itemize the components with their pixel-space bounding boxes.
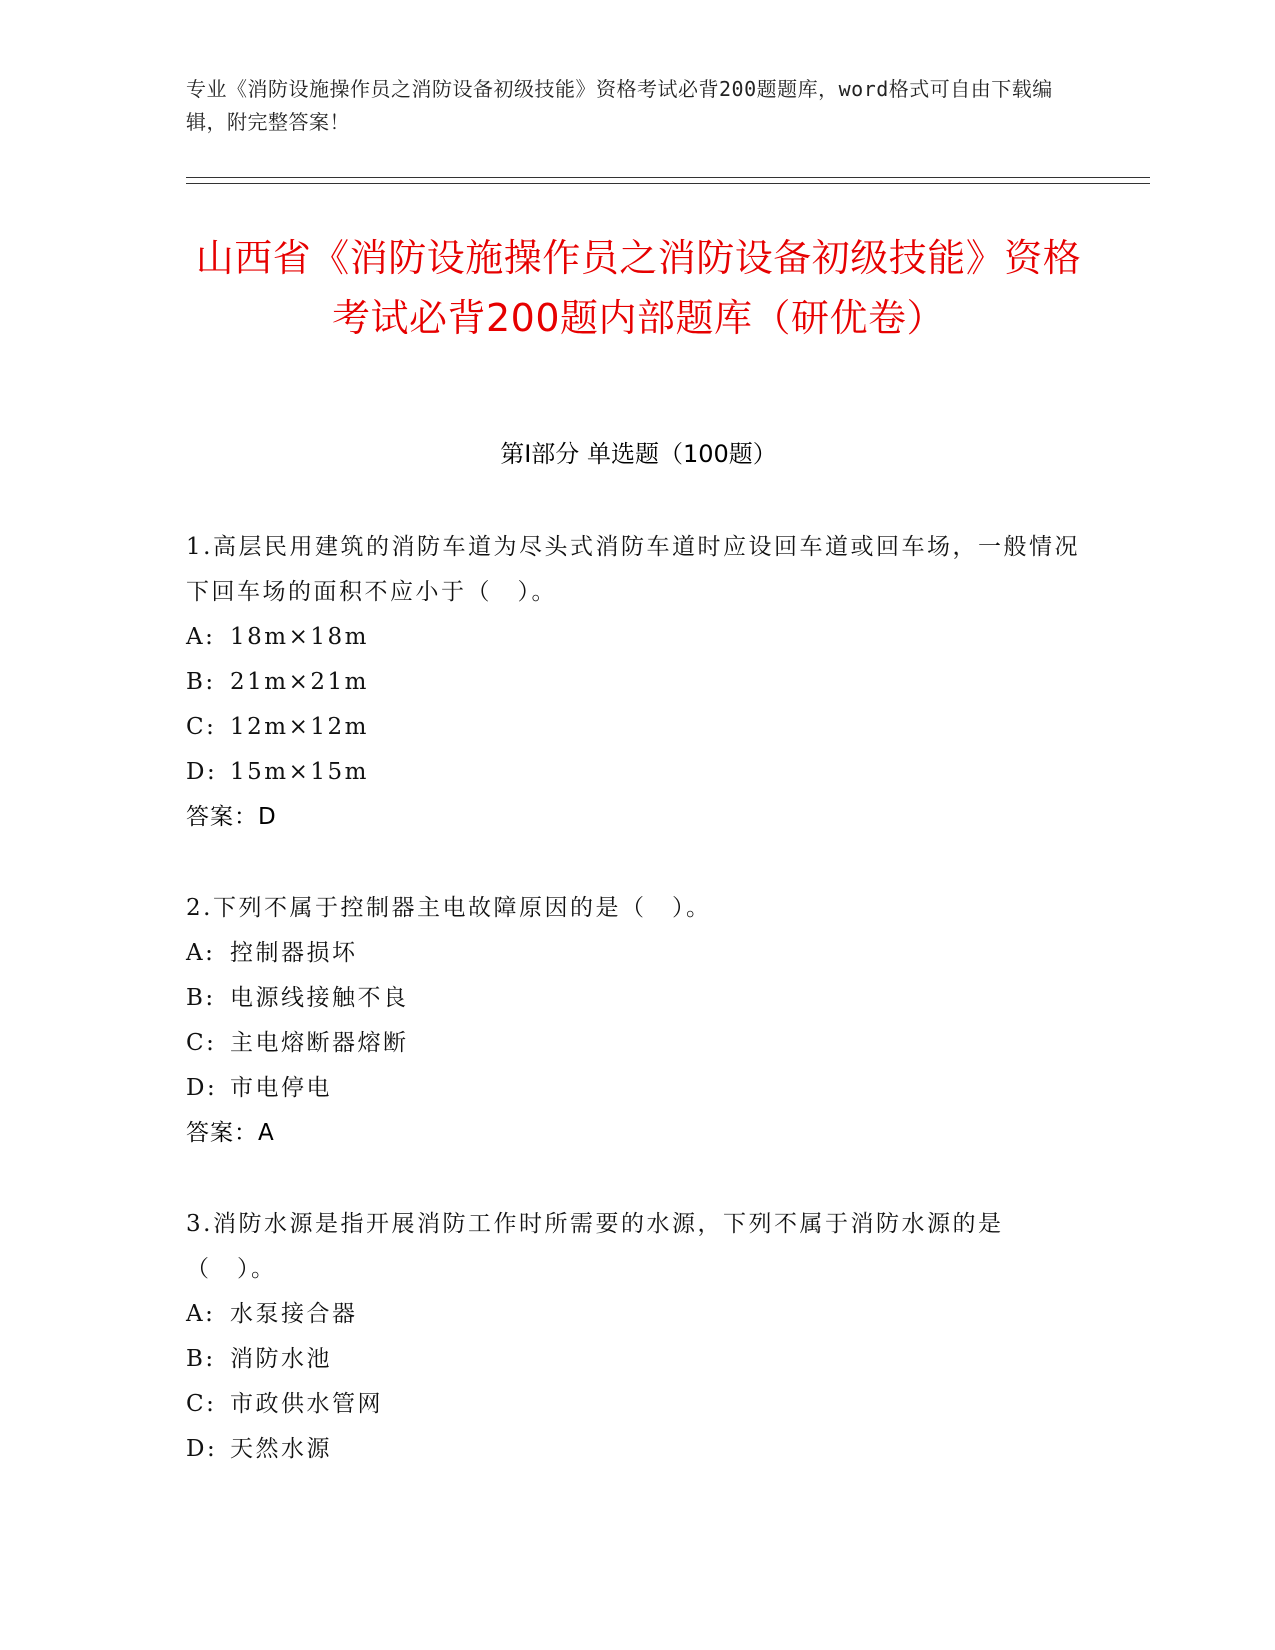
option-d bbox=[186, 750, 1086, 795]
answer-label: 答案： bbox=[186, 1120, 258, 1146]
option-c bbox=[186, 1021, 1086, 1066]
answer-value: D bbox=[258, 804, 277, 830]
option-letter: A: bbox=[186, 624, 216, 650]
question-3 bbox=[186, 1202, 1086, 1472]
option-letter: B: bbox=[186, 985, 216, 1011]
option-letter: D: bbox=[186, 1436, 218, 1462]
section-heading: 第I部分 单选题（100题） bbox=[500, 440, 777, 468]
option-text: 主电熔断器熔断 bbox=[230, 1030, 409, 1056]
question-1 bbox=[186, 525, 1086, 840]
option-letter: A: bbox=[186, 940, 216, 966]
answer-label: 答案： bbox=[186, 804, 258, 830]
option-text: 12m×12m bbox=[230, 714, 369, 740]
answer-value: A bbox=[258, 1120, 275, 1146]
option-a bbox=[186, 1292, 1086, 1337]
option-d bbox=[186, 1427, 1086, 1472]
header-note: 专业《消防设施操作员之消防设备初级技能》资格考试必背200题题库，word格式可自由下载编辑，附完整答案！ bbox=[186, 77, 1053, 134]
option-text: 21m×21m bbox=[230, 669, 369, 695]
option-b bbox=[186, 976, 1086, 1021]
option-letter: B: bbox=[186, 669, 216, 695]
option-text: 控制器损坏 bbox=[230, 940, 358, 966]
question-2 bbox=[186, 886, 1086, 1156]
answer-line bbox=[186, 795, 1086, 840]
option-d bbox=[186, 1066, 1086, 1111]
option-a bbox=[186, 615, 1086, 660]
option-a bbox=[186, 931, 1086, 976]
option-letter: D: bbox=[186, 759, 218, 785]
document-title: 山西省《消防设施操作员之消防设备初级技能》资格考试必背200题内部题库（研优卷） bbox=[195, 236, 1082, 340]
option-text: 消防水池 bbox=[230, 1346, 332, 1372]
question-stem: 3.消防水源是指开展消防工作时所需要的水源，下列不属于消防水源的是（ ）。 bbox=[186, 1211, 1004, 1282]
option-c bbox=[186, 705, 1086, 750]
option-text: 电源线接触不良 bbox=[230, 985, 409, 1011]
option-letter: C: bbox=[186, 1030, 217, 1056]
option-b bbox=[186, 1337, 1086, 1382]
option-letter: A: bbox=[186, 1301, 216, 1327]
header-divider-top bbox=[186, 177, 1150, 178]
option-letter: C: bbox=[186, 714, 217, 740]
answer-line bbox=[186, 1111, 1086, 1156]
option-text: 市政供水管网 bbox=[230, 1391, 383, 1417]
question-stem: 1.高层民用建筑的消防车道为尽头式消防车道时应设回车道或回车场，一般情况下回车场的面积不应小于（ ）。 bbox=[186, 534, 1080, 605]
question-stem: 2.下列不属于控制器主电故障原因的是（ ）。 bbox=[186, 895, 712, 921]
option-letter: B: bbox=[186, 1346, 216, 1372]
option-letter: D: bbox=[186, 1075, 218, 1101]
option-letter: C: bbox=[186, 1391, 217, 1417]
question-list bbox=[186, 525, 1086, 1518]
option-b bbox=[186, 660, 1086, 705]
option-text: 15m×15m bbox=[230, 759, 369, 785]
header-divider-bottom bbox=[186, 183, 1150, 184]
option-text: 市电停电 bbox=[230, 1075, 332, 1101]
option-text: 水泵接合器 bbox=[230, 1301, 358, 1327]
option-c bbox=[186, 1382, 1086, 1427]
option-text: 天然水源 bbox=[230, 1436, 332, 1462]
option-text: 18m×18m bbox=[230, 624, 369, 650]
